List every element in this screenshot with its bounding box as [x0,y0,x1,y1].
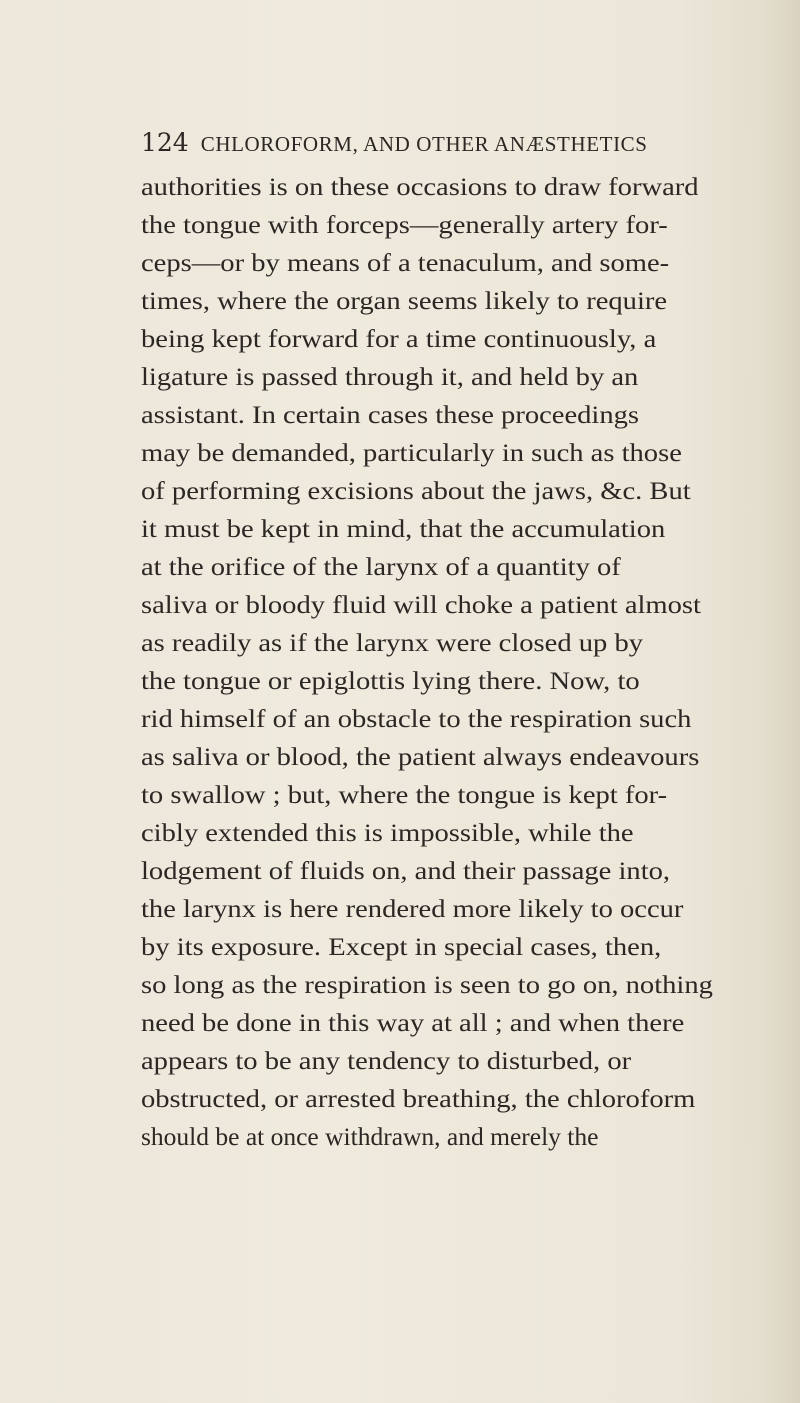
text-line: should be at once withdrawn, and merely the [141,1122,599,1151]
text-line: authorities is on these occasions to draw forward [141,172,699,201]
text-line: ligature is passed through it, and held by an [141,362,639,391]
text-line: obstructed, or arrested breathing, the chloroform [141,1084,696,1113]
text-line: as saliva or blood, the patient always endeavours [141,742,700,771]
text-line: assistant. In certain cases these proceedings [141,400,640,429]
text-line: as readily as if the larynx were closed up by [141,628,644,657]
text-line: may be demanded, particularly in such as those [141,438,682,467]
text-line: to swallow ; but, where the tongue is kept for- [141,780,668,809]
text-line: so long as the respiration is seen to go on, nothing [141,970,713,999]
text-line: times, where the organ seems likely to require [141,286,668,315]
text-line: ceps—or by means of a tenaculum, and some- [141,248,670,277]
running-title: CHLOROFORM, AND OTHER ANÆSTHETICS [200,132,648,156]
text-line: saliva or bloody fluid will choke a patient almost [141,590,701,619]
text-line: being kept forward for a time continuously, a [141,324,657,353]
text-line: lodgement of fluids on, and their passage into, [141,856,671,885]
text-line: the larynx is here rendered more likely to occur [141,894,684,923]
text-line: appears to be any tendency to disturbed, or [141,1046,632,1075]
text-line: rid himself of an obstacle to the respiration such [141,704,692,733]
text-line: at the orifice of the larynx of a quantity of [141,552,621,581]
text-line: the tongue or epiglottis lying there. Now, to [141,666,640,695]
text-line: cibly extended this is impossible, while the [141,818,634,847]
text-line: of performing excisions about the jaws, &c. But [141,476,691,505]
text-line: it must be kept in mind, that the accumulation [141,514,666,543]
text-line: need be done in this way at all ; and when there [141,1008,685,1037]
text-line: by its exposure. Except in special cases, then, [141,932,662,961]
page-number: 124 [141,128,189,157]
running-head [141,128,761,158]
text-line: the tongue with forceps—generally artery for- [141,210,668,239]
